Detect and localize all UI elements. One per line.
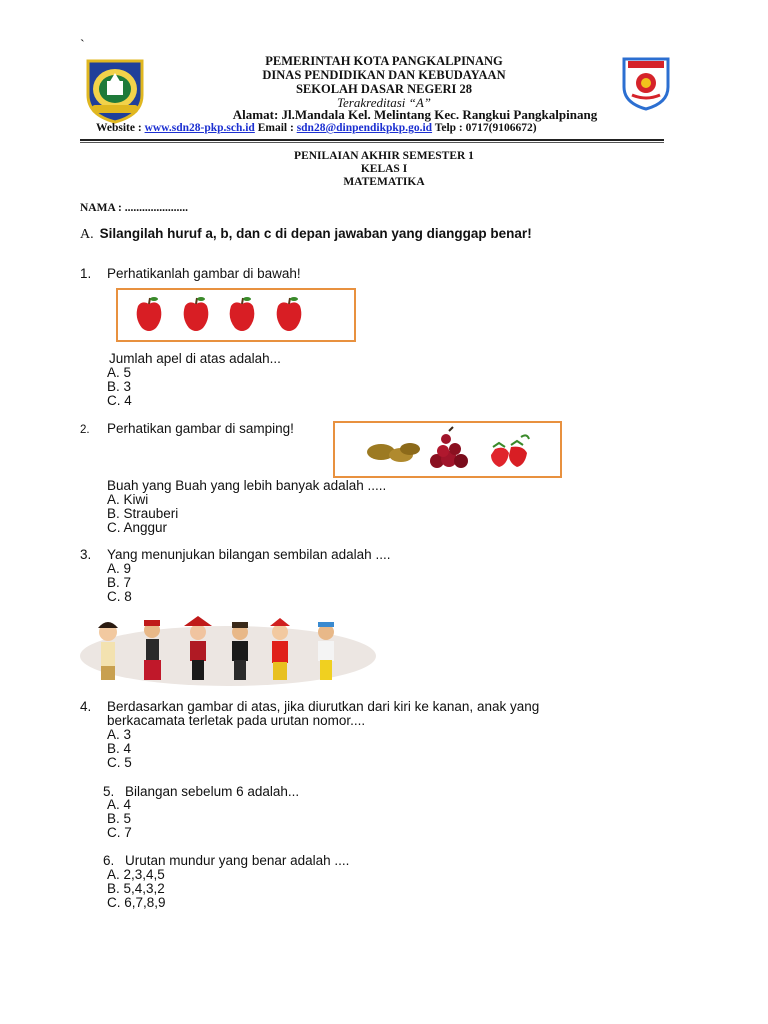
header-divider-thin [80,142,664,143]
section-letter: A. [80,227,94,242]
q6-option-a[interactable]: A. 2,3,4,5 [107,867,165,882]
q1-question: Jumlah apel di atas adalah... [109,351,281,366]
child-figure-icon [144,620,161,680]
q3-option-c[interactable]: C. 8 [107,589,132,604]
q6-number: 6. [103,853,115,868]
q2-text: Perhatikan gambar di samping! [107,421,294,436]
strawberry-icon [491,435,529,467]
q5-option-b[interactable]: B. 5 [107,811,132,826]
q2-option-b[interactable]: B. Strauberi [107,506,179,521]
q4-number: 4. [80,699,92,714]
email-label: Email : [257,122,294,134]
header-department: DINAS PENDIDIKAN DAN KEBUDAYAAN [262,68,506,82]
q5-text: Bilangan sebelum 6 adalah... [125,784,300,799]
q1-option-a[interactable]: A. 5 [107,365,132,380]
child-figure-icon [98,622,118,680]
q2-option-a[interactable]: A. Kiwi [107,492,149,507]
website-link[interactable]: www.sdn28-pkp.sch.id [144,122,255,134]
children-costumes-image [80,614,376,686]
exam-class: KELAS I [360,163,408,175]
q1-option-b[interactable]: B. 3 [107,379,132,394]
kiwi-icon [367,443,420,462]
q1-option-c[interactable]: C. 4 [107,393,132,408]
q2-fruits-image [333,421,562,478]
q4-option-b[interactable]: B. 4 [107,741,132,756]
q2-option-c[interactable]: C. Anggur [107,520,168,535]
header-school-name: SEKOLAH DASAR NEGERI 28 [295,82,473,96]
apple-icon [230,297,255,331]
q6-option-c[interactable]: C. 6,7,8,9 [107,895,166,910]
website-label: Website : [96,122,142,134]
q3-option-a[interactable]: A. 9 [107,561,132,576]
q5-option-c[interactable]: C. 7 [107,825,132,840]
child-figure-icon [270,618,290,680]
grapes-icon [430,427,468,468]
stray-mark: ` [80,38,85,53]
apple-icon [137,297,162,331]
q1-text: Perhatikanlah gambar di bawah! [107,266,301,281]
header-address: Alamat: Jl.Mandala Kel. Melintang Kec. Rangkui Pangkalpinang [232,107,598,122]
phone-text: Telp : 0717(9106672) [434,122,537,134]
apples-illustration [118,290,354,340]
name-field: NAMA : ...................... [80,202,188,214]
apple-icon [277,297,302,331]
exam-title: PENILAIAN AKHIR SEMESTER 1 [294,150,474,162]
q4-text-line1: Berdasarkan gambar di atas, jika diurutkan dari kiri ke kanan, anak yang [107,699,540,714]
q2-question: Buah yang Buah yang lebih banyak adalah ..... [107,478,387,493]
header-government: PEMERINTAH KOTA PANGKALPINANG [265,54,503,68]
contact-row [96,122,537,134]
email-link[interactable]: sdn28@dinpendikpkp.go.id [296,122,433,134]
exam-subject: MATEMATIKA [343,176,425,188]
child-figure-icon [232,622,248,680]
q5-number: 5. [103,784,115,799]
q1-number: 1. [80,266,92,281]
fruits-illustration [335,423,560,476]
q3-option-b[interactable]: B. 7 [107,575,132,590]
q3-text: Yang menunjukan bilangan sembilan adalah .... [107,547,391,562]
q2-number: 2. [80,424,90,436]
q4-option-a[interactable]: A. 3 [107,727,132,742]
q1-apples-image [116,288,356,342]
header-divider [80,139,664,141]
instruction [80,226,532,243]
q4-text-line2: berkacamata terletak pada urutan nomor.... [107,713,366,728]
header-accreditation: Terakreditasi “A” [336,95,432,110]
q6-option-b[interactable]: B. 5,4,3,2 [107,881,165,896]
q3-number: 3. [80,547,92,562]
q5-option-a[interactable]: A. 4 [107,797,132,812]
child-figure-icon [318,622,334,680]
q6-text: Urutan mundur yang benar adalah .... [125,853,350,868]
q4-option-c[interactable]: C. 5 [107,755,132,770]
apple-icon [184,297,209,331]
instruction-text: Silangilah huruf a, b, dan c di depan jawaban yang dianggap benar! [99,226,532,241]
